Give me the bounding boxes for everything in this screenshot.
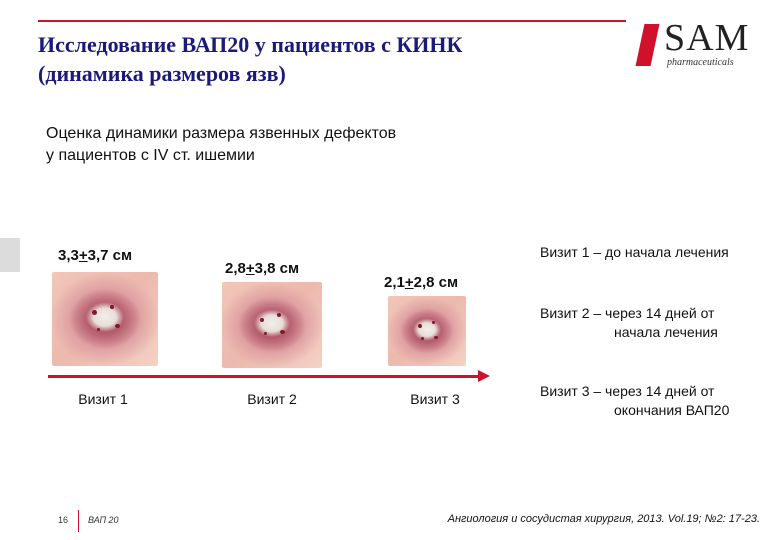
footer-rule bbox=[78, 510, 79, 532]
page-title bbox=[38, 30, 628, 88]
legend-visit-3: Визит 3 – через 14 дней от окончания ВАП20 bbox=[540, 383, 730, 418]
side-tab bbox=[0, 238, 20, 272]
title-line-2: (динамика размеров язв) bbox=[38, 61, 286, 86]
logo-sub-text: pharmaceuticals bbox=[667, 57, 734, 68]
subtitle-line-1: Оценка динамики размера язвенных дефектов bbox=[46, 125, 397, 142]
visit-label-2: Визит 2 bbox=[247, 391, 297, 407]
ulcer-photo-visit-1 bbox=[52, 272, 158, 366]
page-number: 16 bbox=[58, 515, 69, 525]
sam-logo bbox=[640, 18, 765, 68]
title-line-1: Исследование ВАП20 у пациентов с КИНК bbox=[38, 32, 463, 57]
ulcer-photo-visit-3 bbox=[388, 296, 466, 366]
ulcer-size-visit-1: 3,3+3,7 см bbox=[58, 247, 133, 264]
ulcer-photo-visit-2 bbox=[222, 282, 322, 368]
subtitle bbox=[46, 123, 516, 167]
timeline-axis bbox=[48, 375, 480, 378]
logo-bar-icon bbox=[636, 24, 660, 66]
subtitle-line-2: у пациентов с IV ст. ишемии bbox=[46, 147, 255, 164]
visit-label-3: Визит 3 bbox=[410, 391, 460, 407]
footer-label: ВАП 20 bbox=[88, 515, 119, 525]
timeline-arrow-icon bbox=[478, 370, 490, 382]
ulcer-size-visit-3: 2,1+2,8 см bbox=[384, 274, 459, 291]
header-rule bbox=[38, 20, 626, 22]
ulcer-size-visit-2: 2,8+3,8 см bbox=[225, 260, 300, 277]
logo-main-text: SAM bbox=[664, 17, 750, 59]
legend-visit-2: Визит 2 – через 14 дней от начала лечения bbox=[540, 305, 718, 340]
visit-label-1: Визит 1 bbox=[78, 391, 128, 407]
legend-visit-1: Визит 1 – до начала лечения bbox=[540, 244, 729, 260]
citation: Ангиология и сосудистая хирургия, 2013. Vol.19; №2: 17-23. bbox=[447, 513, 760, 525]
